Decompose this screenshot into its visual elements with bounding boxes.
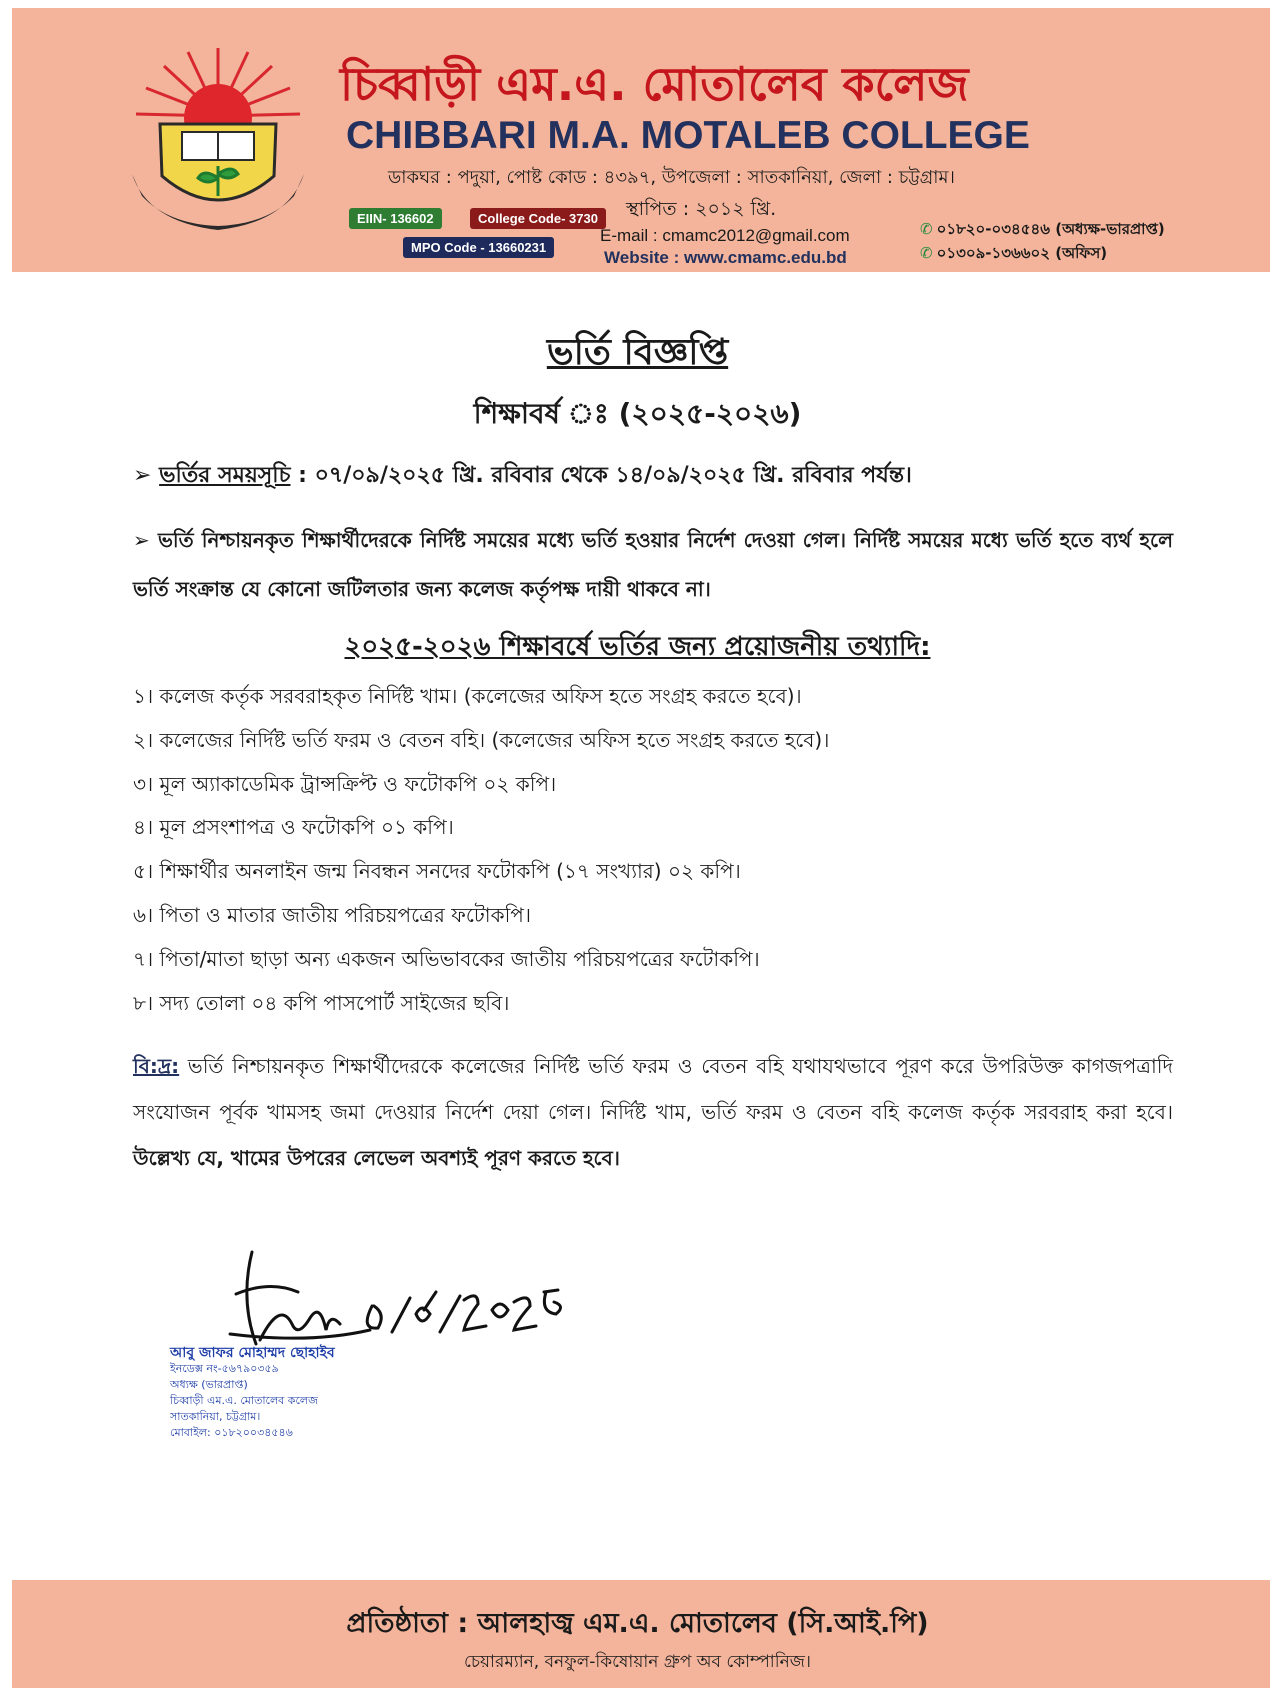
list-item: ৩। মূল অ্যাকাডেমিক ট্রান্সক্রিপ্ট ও ফটোকপি ০২ কপি। — [133, 771, 557, 796]
list-item: ৮। সদ্য তোলা ০৪ কপি পাসপোর্ট সাইজের ছবি। — [133, 990, 510, 1015]
mpo-code-badge: MPO Code - 13660231 — [403, 237, 554, 258]
stamp-line: অধ্যক্ষ (ভারপ্রাপ্ত) — [170, 1378, 248, 1391]
phone-principal — [920, 218, 1165, 243]
email-text: E-mail : cmamc2012@gmail.com — [600, 226, 850, 245]
requirements-heading: ২০২৫-২০২৬ শিক্ষাবর্ষে ভর্তির জন্য প্রয়োজনীয় তথ্যাদি: — [344, 632, 931, 662]
stamp-line: সাতকানিয়া, চট্টগ্রাম। — [170, 1410, 261, 1423]
eiin-badge: EIIN- 136602 — [349, 208, 442, 229]
notice-title: ভর্তি বিজ্ঞপ্তি — [546, 332, 729, 373]
college-address: ডাকঘর : পদুয়া, পোষ্ট কোড : ৪৩৯৭, উপজেলা : সাতকানিয়া, জেলা : চট্টগ্রাম। — [388, 167, 955, 188]
phone-principal-text: ০১৮২০-০৩৪৫৪৬ (অধ্যক্ষ-ভারপ্রাপ্ত) — [936, 220, 1165, 238]
college-code-badge: College Code- 3730 — [470, 208, 606, 229]
stamp-line: চিব্বাড়ী এম.এ. মোতালেব কলেজ — [170, 1394, 318, 1407]
phone-office-text: ০১৩০৯-১৩৬৬০২ (অফিস) — [936, 244, 1108, 262]
admission-schedule — [133, 458, 912, 495]
instruction-text: ভর্তি নিশ্চায়নকৃত শিক্ষার্থীদেরকে নির্দিষ্ট সময়ের মধ্যে ভর্তি হওয়ার নির্দেশ দেওয়া গেল। নির্দিষ্ট সময়ের মধ্যে ভর্তি হতে ব্যর্থ হলে ভর্তি সংক্রান্ত যে কোনো জটিলতার জন্য কলেজ কর্তৃপক্ষ দায়ী থাকবে না। — [133, 528, 1173, 601]
college-logo-icon — [128, 46, 308, 236]
list-item: ৬। পিতা ও মাতার জাতীয় পরিচয়পত্রের ফটোকপি। — [133, 902, 532, 927]
college-name-en: CHIBBARI M.A. MOTALEB COLLEGE — [346, 114, 1030, 157]
founder-text: প্রতিষ্ঠাতা : আলহাজ্ব এম.এ. মোতালেব (সি.আই.পি) — [346, 1608, 929, 1639]
list-item: ৪। মূল প্রসংশাপত্র ও ফটোকপি ০১ কপি। — [133, 815, 454, 840]
whatsapp-icon: ✆ — [920, 220, 933, 238]
note-text: ভর্তি নিশ্চায়নকৃত শিক্ষার্থীদেরকে কলেজের নির্দিষ্ট ভর্তি ফরম ও বেতন বহি যথাযথভাবে পূরণ করে উপরিউক্ত কাগজপত্রাদি সংযোজন পূর্বক খামসহ জমা দেওয়ার নির্দেশ দেয়া গেল। নির্দিষ্ট খাম, ভর্তি ফরম ও বেতন বহি কলেজ কর্তৃক সরবরাহ করা হবে। — [133, 1054, 1173, 1124]
website-text: Website : www.cmamc.edu.bd — [604, 248, 847, 267]
note-emphasis: উল্লেখ্য যে, খামের উপরের লেভেল অবশ্যই পূরণ করতে হবে। — [133, 1146, 620, 1170]
admission-instruction — [133, 516, 1173, 614]
stamp-line: ইনডেক্স নং-৫৬৭৯০৩৫৯ — [170, 1362, 279, 1375]
list-item: ৭। পিতা/মাতা ছাড়া অন্য একজন অভিভাবকের জাতীয় পরিচয়পত্রের ফটোকপি। — [133, 946, 760, 971]
chairman-text: চেয়ারম্যান, বনফুল-কিষোয়ান গ্রুপ অব কোম্পানিজ। — [463, 1652, 812, 1672]
list-item: ১। কলেজ কর্তৃক সরবরাহকৃত নির্দিষ্ট খাম। (কলেজের অফিস হতে সংগ্রহ করতে হবে)। — [133, 684, 802, 708]
arrow-icon: ➢ — [133, 528, 150, 552]
established-year: স্থাপিত : ২০১২ খ্রি. — [626, 198, 777, 220]
schedule-label: ভর্তির সময়সূচি — [159, 463, 291, 488]
college-name-bn: চিব্বাড়ী এম.এ. মোতালেব কলেজ — [340, 57, 969, 111]
principal-stamp — [170, 1345, 335, 1441]
note-label: বি:দ্র: — [133, 1054, 180, 1078]
schedule-text: : ০৭/০৯/২০২৫ খ্রি. রবিবার থেকে ১৪/০৯/২০২৫ খ্রি. রবিবার পর্যন্ত। — [290, 463, 912, 488]
requirements-list — [133, 675, 829, 1025]
academic-session: শিক্ষাবর্ষ ঃ (২০২৫-২০২৬) — [473, 397, 802, 430]
special-note — [133, 1043, 1173, 1181]
whatsapp-icon: ✆ — [920, 244, 933, 262]
phone-office — [920, 242, 1107, 267]
list-item: ৫। শিক্ষার্থীর অনলাইন জন্ম নিবন্ধন সনদের ফটোকপি (১৭ সংখ্যার) ০২ কপি। — [133, 859, 741, 884]
arrow-icon: ➢ — [133, 463, 152, 488]
stamp-line: আবু জাফর মোহাম্মদ ছোহাইব — [170, 1345, 335, 1361]
list-item: ২। কলেজের নির্দিষ্ট ভর্তি ফরম ও বেতন বহি। (কলেজের অফিস হতে সংগ্রহ করতে হবে)। — [133, 727, 830, 752]
stamp-line: মোবাইল: ০১৮২০০৩৪৫৪৬ — [170, 1426, 293, 1439]
